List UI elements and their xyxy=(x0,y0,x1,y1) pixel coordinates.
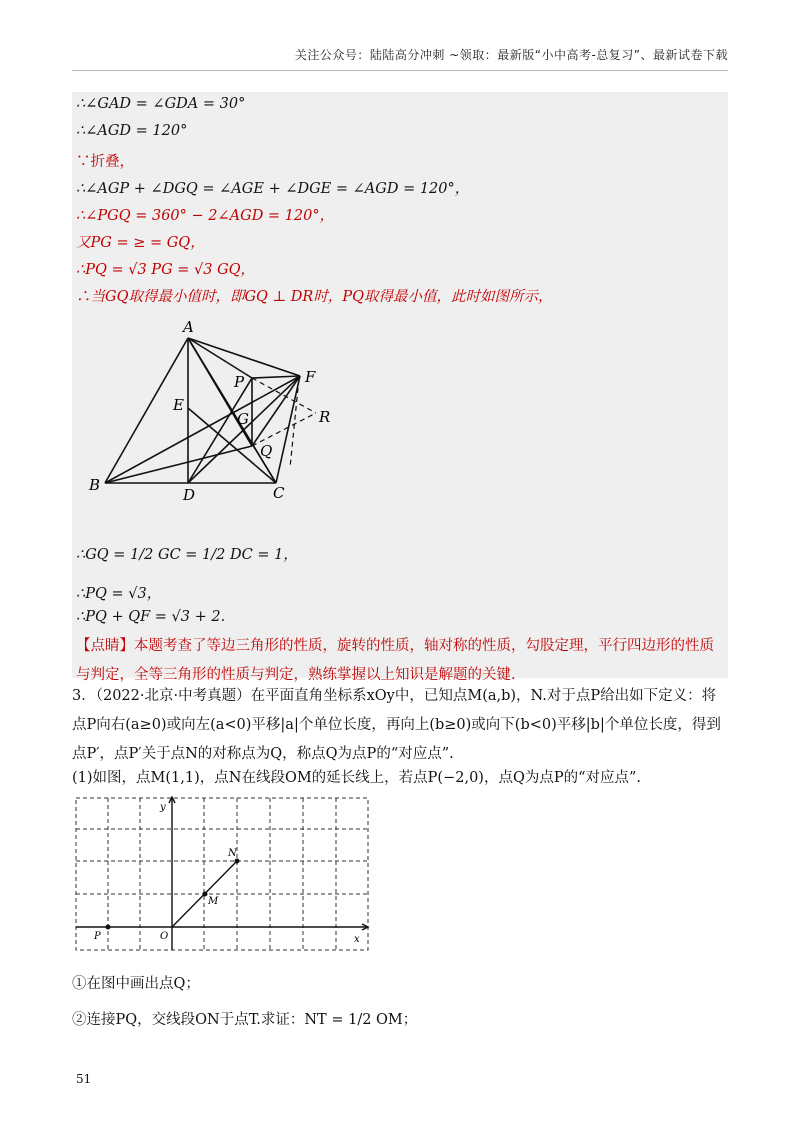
label-D: D xyxy=(183,486,196,504)
axis-x-label: x xyxy=(354,934,360,945)
solution-line-5: ∴∠PGQ = 360° − 2∠AGD = 120°， xyxy=(76,208,335,224)
solution-line-6: 又PG = ≥ = GQ， xyxy=(76,235,205,251)
label-E: E xyxy=(173,396,184,414)
label-B: B xyxy=(89,476,101,494)
after-line-3: ∴PQ + QF = √3 + 2. xyxy=(76,609,226,625)
page-number: 51 xyxy=(76,1072,92,1086)
label-F: F xyxy=(305,368,316,386)
question-3-intro: 3．（2022·北京·中考真题）在平面直角坐标系xOy中，已知点M(a,b)，N.对于点P给出如下定义：将点P向右(a≥0)或向左(a<0)平移|a|个单位长度，再向上(b≥0)或向下(b<0)平移|b|个单位长度，得到点P′，点P′关于点N的对称点为Q，称点Q为点P的“对应点”. xyxy=(72,688,721,762)
question-3-part1: (1)如图，点M(1,1)，点N在线段OM的延长线上，若点P(−2,0)，点Q为点P的“对应点”. xyxy=(72,770,642,786)
label-G: G xyxy=(237,410,249,428)
page-header: 关注公众号：陆陆高分冲刺 ~领取：最新版“小中高考-总复习”、最新试卷下载 xyxy=(294,48,728,62)
label-R: R xyxy=(319,408,331,426)
origin-label: O xyxy=(160,931,169,942)
point-M-label: M xyxy=(208,896,219,907)
task-2: ②连接PQ，交线段ON于点T.求证：NT = 1/2 OM； xyxy=(72,1012,418,1028)
solution-line-7: ∴PQ = √3 PG = √3 GQ， xyxy=(76,262,256,278)
coordinate-grid xyxy=(74,796,370,956)
solution-line-2: ∴∠AGD = 120° xyxy=(76,123,188,139)
label-P: P xyxy=(234,373,245,391)
label-Q: Q xyxy=(260,442,273,460)
axis-y-label: y xyxy=(160,802,166,813)
task-1: ①在图中画出点Q； xyxy=(72,976,200,992)
label-A: A xyxy=(183,318,194,336)
solution-line-8: ∴当GQ取得最小值时，即GQ ⊥ DR时，PQ取得最小值，此时如图所示， xyxy=(76,289,553,305)
label-C: C xyxy=(273,484,285,502)
point-N-label: N xyxy=(228,848,237,859)
header-divider xyxy=(72,70,728,71)
solution-line-4: ∴∠AGP + ∠DGQ = ∠AGE + ∠DGE = ∠AGD = 120°， xyxy=(76,181,470,197)
after-line-1: ∴GQ = 1/2 GC = 1/2 DC = 1， xyxy=(76,547,298,563)
after-line-2: ∴PQ = √3， xyxy=(76,586,162,602)
comment-paragraph: 【点睛】本题考查了等边三角形的性质，旋转的性质，轴对称的性质，勾股定理，平行四边形的性质与判定，全等三角形的性质与判定，熟练掌握以上知识是解题的关键. xyxy=(76,638,714,683)
solution-line-1: ∴∠GAD = ∠GDA = 30° xyxy=(76,96,246,112)
point-P-label: P xyxy=(94,931,101,942)
solution-line-3: ∵折叠， xyxy=(76,154,134,170)
geometry-figure xyxy=(80,318,350,508)
